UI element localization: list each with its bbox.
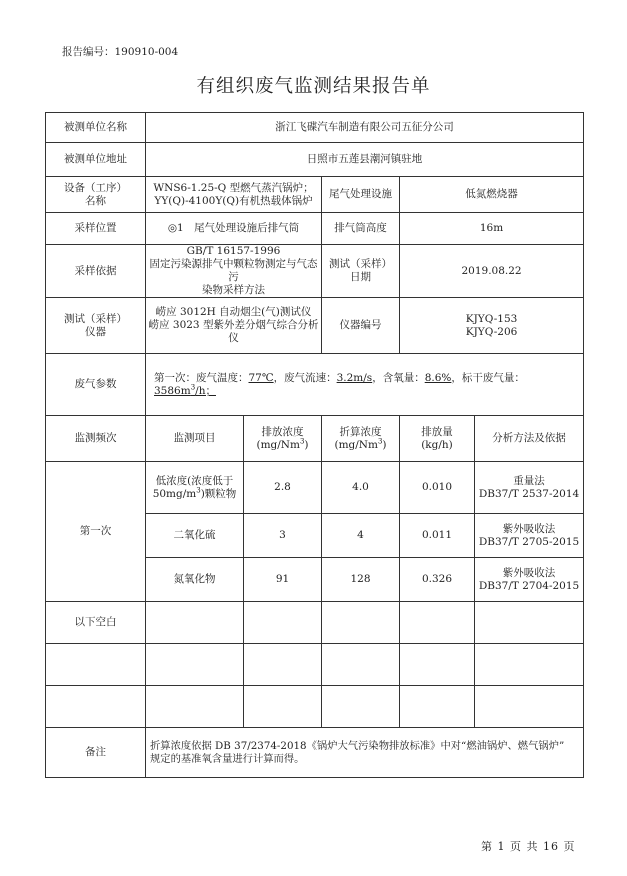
header-emission: 排放量 (kg/h) xyxy=(400,416,475,462)
row-basis xyxy=(46,245,584,298)
report-table xyxy=(45,112,584,778)
row-location xyxy=(46,213,584,245)
row-instrument xyxy=(46,298,584,354)
conv-value: 4 xyxy=(322,514,400,558)
remarks-label: 备注 xyxy=(46,728,146,778)
method-value: 紫外吸收法 DB37/T 2704-2015 xyxy=(475,558,584,602)
equipment-label: 设备（工序） 名称 xyxy=(46,177,146,213)
row-unit-address xyxy=(46,143,584,177)
treatment-label: 尾气处理设施 xyxy=(322,177,400,213)
row-unit-name xyxy=(46,113,584,143)
date-value: 2019.08.22 xyxy=(400,245,584,298)
report-number-label: 报告编号： xyxy=(62,46,115,58)
conv-value: 128 xyxy=(322,558,400,602)
conc-value: 3 xyxy=(244,514,322,558)
location-label: 采样位置 xyxy=(46,213,146,245)
date-label: 测试（采样） 日期 xyxy=(322,245,400,298)
std-volume-value: $3586m^3/h$； xyxy=(154,383,216,397)
report-number xyxy=(62,44,178,59)
item-name: 低浓度(浓度低于 $50mg/m^3$)颗粒物 xyxy=(146,462,244,514)
unit-name-value: 浙江飞碟汽车制造有限公司五征分公司 xyxy=(146,113,584,143)
method-value: 紫外吸收法 DB37/T 2705-2015 xyxy=(475,514,584,558)
page-title: 有组织废气监测结果报告单 xyxy=(196,76,431,97)
blank-label: 以下空白 xyxy=(46,602,146,644)
header-method: 分析方法及依据 xyxy=(475,416,584,462)
table-row xyxy=(46,462,584,514)
header-conc: 排放浓度 (mg/Nm$^3$) xyxy=(244,416,322,462)
unit-address-label: 被测单位地址 xyxy=(46,143,146,177)
page-number: 第 1 页 共 16 页 xyxy=(481,840,576,853)
header-item: 监测项目 xyxy=(146,416,244,462)
report-number-value: 190910-004 xyxy=(114,46,179,58)
emission-value: 0.326 xyxy=(400,558,475,602)
row-params xyxy=(46,354,584,416)
item-name: 氮氧化物 xyxy=(146,558,244,602)
blank-row xyxy=(46,602,584,644)
blank-row xyxy=(46,644,584,686)
instrument-value: 崂应 3012H 自动烟尘(气)测试仪 崂应 3023 型紫外差分烟气综合分析仪 xyxy=(146,298,322,354)
unit-address-value: 日照市五莲县潮河镇驻地 xyxy=(146,143,584,177)
params-value: 第一次：废气温度：77℃，废气流速：3.2m/s，含氧量：8.6%，标干废气量：$3586m^3/h$； xyxy=(146,354,584,416)
basis-label: 采样依据 xyxy=(46,245,146,298)
unit-name-label: 被测单位名称 xyxy=(46,113,146,143)
header-freq: 监测频次 xyxy=(46,416,146,462)
location-value: ◎1 尾气处理设施后排气筒 xyxy=(146,213,322,245)
conc-value: 2.8 xyxy=(244,462,322,514)
stack-height-value: 16m xyxy=(400,213,584,245)
o2-value: 8.6% xyxy=(424,371,452,384)
stack-height-label: 排气筒高度 xyxy=(322,213,400,245)
row-equipment xyxy=(46,177,584,213)
header-conv: 折算浓度 (mg/Nm$^3$) xyxy=(322,416,400,462)
temp-value: 77℃ xyxy=(248,371,274,384)
equipment-value: WNS6-1.25-Q 型燃气蒸汽锅炉； YY(Q)-4100Y(Q)有机热载体锅炉 xyxy=(146,177,322,213)
basis-value: GB/T 16157-1996 固定污染源排气中颗粒物测定与气态污 染物采样方法 xyxy=(146,245,322,298)
instrument-no-value: KJYQ-153 KJYQ-206 xyxy=(400,298,584,354)
params-label: 废气参数 xyxy=(46,354,146,416)
emission-value: 0.010 xyxy=(400,462,475,514)
row-remarks xyxy=(46,728,584,778)
freq-value: 第一次 xyxy=(46,462,146,602)
emission-value: 0.011 xyxy=(400,514,475,558)
instrument-label: 测试（采样） 仪器 xyxy=(46,298,146,354)
remarks-value: 折算浓度依据 DB 37/2374-2018《锅炉大气污染物排放标准》中对“燃油锅炉、燃气锅炉” 规定的基准氧含量进行计算而得。 xyxy=(146,728,584,778)
row-results-header xyxy=(46,416,584,462)
blank-row xyxy=(46,686,584,728)
flow-value: 3.2m/s xyxy=(336,371,373,384)
treatment-value: 低氮燃烧器 xyxy=(400,177,584,213)
conc-value: 91 xyxy=(244,558,322,602)
item-name: 二氧化硫 xyxy=(146,514,244,558)
conv-value: 4.0 xyxy=(322,462,400,514)
method-value: 重量法 DB37/T 2537-2014 xyxy=(475,462,584,514)
instrument-no-label: 仪器编号 xyxy=(322,298,400,354)
